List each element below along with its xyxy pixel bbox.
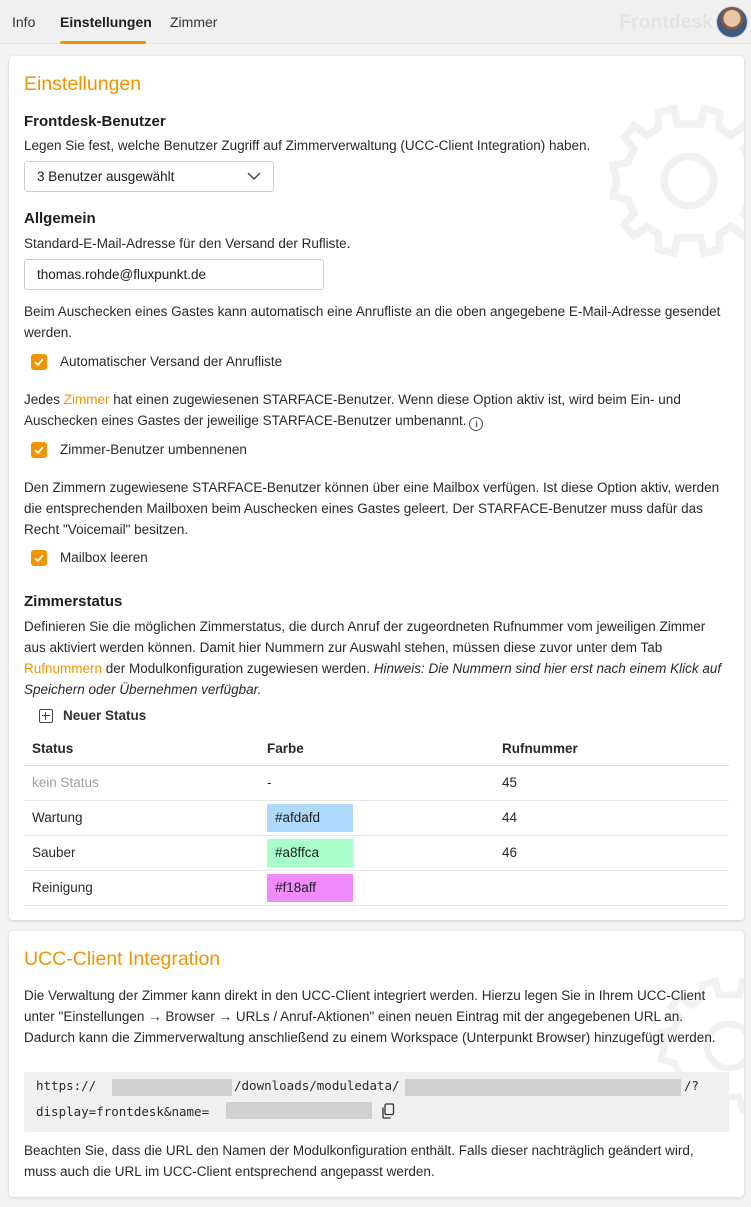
chevron-down-icon (247, 171, 261, 181)
table-header-row (24, 732, 729, 765)
mailbox-description: Den Zimmern zugewiesene STARFACE-Benutzer können über eine Mailbox verfügen. Ist diese Option aktiv, werden die entsprechenden Mailboxen beim Auschecken eines Gastes geleert. Der STARFACE-Benutzer muss dafür das Recht "Voicemail" besitzen. (24, 480, 720, 537)
color-cell (259, 835, 494, 870)
number-cell (494, 870, 729, 905)
column-header-status: Status (24, 732, 259, 765)
ucc-note: Beachten Sie, dass die URL den Namen der Modulkonfiguration enthält. Falls dieser nachträglich geändert wird, muss auch die URL im UCC-Client entsprechend angepasst werden. (24, 1143, 694, 1179)
checkout-description: Beim Auschecken eines Gastes kann automatisch eine Anrufliste an die oben angegebene E-Mail-Adresse gesendet werden. (24, 304, 721, 340)
info-icon[interactable]: i (469, 417, 483, 431)
rename-label[interactable]: Zimmer-Benutzer umbennenen (60, 442, 247, 457)
url-query-start: /? (684, 1078, 700, 1093)
check-icon (33, 552, 45, 564)
check-icon (33, 444, 45, 456)
redacted-module-id (405, 1079, 681, 1096)
url-scheme: https:// (36, 1078, 97, 1093)
top-navigation (0, 0, 751, 44)
table-row[interactable] (24, 765, 729, 800)
room-rename-description (24, 389, 729, 431)
tab-info[interactable]: Info (12, 14, 36, 30)
frontdesk-users-description: Legen Sie fest, welche Benutzer Zugriff auf Zimmerverwaltung (UCC-Client Integration) haben. (24, 138, 591, 153)
room-status-heading: Zimmerstatus (24, 593, 123, 610)
table-row[interactable] (24, 800, 729, 835)
mailbox-label[interactable]: Mailbox leeren (60, 550, 148, 565)
rename-checkbox[interactable] (31, 442, 47, 458)
url-query: display=frontdesk&name= (36, 1104, 210, 1119)
number-cell: 45 (494, 765, 729, 800)
auto-send-checkbox[interactable] (31, 354, 47, 370)
brand-title: Frontdesk (619, 12, 713, 33)
redacted-host (112, 1079, 232, 1096)
status-cell: Sauber (24, 835, 259, 870)
room-status-text-mid: der Modulkonfiguration zugewiesen werden. (102, 661, 374, 676)
rufnummern-link[interactable]: Rufnummern (24, 661, 103, 676)
settings-card (9, 56, 744, 920)
column-header-color: Farbe (259, 732, 494, 765)
status-cell: kein Status (24, 765, 259, 800)
avatar[interactable] (716, 6, 748, 38)
room-status-description (24, 616, 729, 700)
add-status-label: Neuer Status (63, 708, 147, 723)
room-rename-text-post: hat einen zugewiesenen STARFACE-Benutzer. Wenn diese Option aktiv ist, wird beim Ein- und Auschecken eines Gastes der jeweilige STARFACE-Benutzer umbenannt. (24, 392, 681, 428)
redacted-name (226, 1102, 372, 1119)
email-label: Standard-E-Mail-Adresse für den Versand der Rufliste. (24, 236, 351, 251)
color-swatch[interactable]: #a8ffca (267, 839, 353, 867)
ucc-card (9, 931, 744, 1197)
copy-icon[interactable] (381, 1103, 395, 1119)
column-header-number: Rufnummer (494, 732, 729, 765)
tab-zimmer[interactable]: Zimmer (170, 14, 218, 30)
frontdesk-users-heading: Frontdesk-Benutzer (24, 113, 166, 130)
ucc-description: Die Verwaltung der Zimmer kann direkt in den UCC-Client integriert werden. Hierzu legen Sie in Ihrem UCC-Client unter "Einstellungen → Browser → URLs / Anruf-Aktionen" einen neuen Eintrag mit der angegebenen URL an. Dadurch kann die Zimmerverwaltung anschließend zu einem Workspace (Unterpunkt Browser) hinzugefügt werden. (24, 988, 716, 1045)
table-row[interactable] (24, 835, 729, 870)
url-path: /downloads/moduledata/ (234, 1078, 400, 1093)
color-cell (259, 800, 494, 835)
table-row[interactable] (24, 870, 729, 905)
general-heading: Allgemein (24, 210, 96, 227)
color-cell: - (259, 765, 494, 800)
color-cell (259, 870, 494, 905)
check-icon (33, 356, 45, 368)
users-select-value: 3 Benutzer ausgewählt (37, 169, 175, 184)
tab-einstellungen[interactable]: Einstellungen (60, 14, 152, 30)
color-swatch[interactable]: #f18aff (267, 874, 353, 902)
number-cell: 46 (494, 835, 729, 870)
auto-send-label[interactable]: Automatischer Versand der Anrufliste (60, 354, 283, 369)
room-rename-text-pre: Jedes (24, 392, 64, 407)
color-swatch[interactable]: #afdafd (267, 804, 353, 832)
settings-title: Einstellungen (24, 73, 142, 95)
room-status-hint: Hinweis: Die Nummern sind hier erst nach einem Klick auf Speichern oder Übernehmen verfügbar. (24, 661, 722, 697)
ucc-title: UCC-Client Integration (24, 948, 221, 970)
status-cell: Wartung (24, 800, 259, 835)
ucc-url-box[interactable] (24, 1072, 729, 1132)
status-table (24, 732, 729, 906)
gear-icon (594, 86, 744, 276)
users-select[interactable] (24, 161, 274, 192)
plus-icon (39, 709, 53, 723)
status-cell: Reinigung (24, 870, 259, 905)
mailbox-checkbox[interactable] (31, 550, 47, 566)
email-input[interactable] (24, 259, 324, 290)
room-status-text-pre: Definieren Sie die möglichen Zimmerstatus, die durch Anruf der zugeordneten Rufnummer vom jeweiligen Zimmer aus aktiviert werden können. Damit hier Nummern zur Auswahl stehen, müssen diese zuvor unter dem Tab (24, 619, 706, 655)
zimmer-link[interactable]: Zimmer (63, 392, 110, 407)
active-tab-indicator (60, 41, 146, 44)
number-cell: 44 (494, 800, 729, 835)
